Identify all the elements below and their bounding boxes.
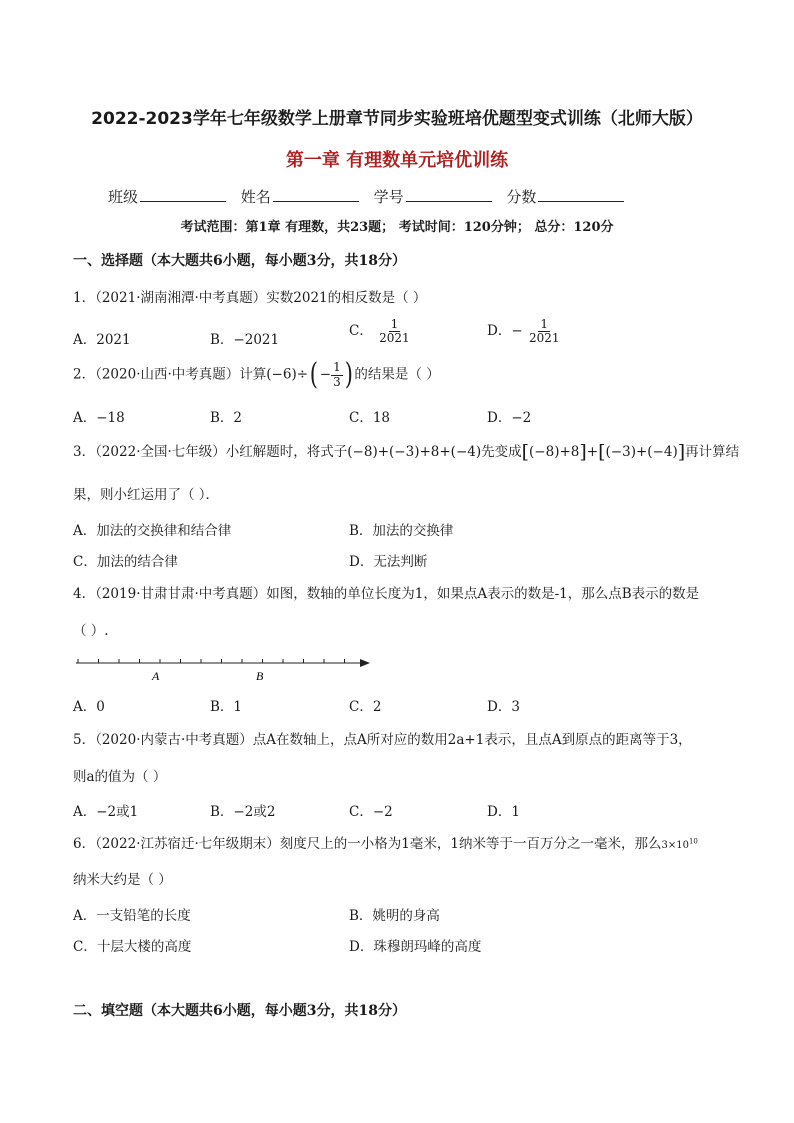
right-bracket-icon: ] xyxy=(579,441,587,463)
question-5-option-c: C．−2 xyxy=(349,804,393,820)
left-bracket-icon: [ xyxy=(521,441,530,463)
question-1-stem: 1．（2021·湖南湘潭·中考真题）实数2021的相反数是（ ） xyxy=(73,290,427,306)
question-5-line-1: 5．（2020·内蒙古·中考真题）点A在数轴上，点A所对应的数用2a+1表示，且点A到原点的距离等于3， xyxy=(73,732,692,748)
question-6-option-a: A．一支铅笔的长度 xyxy=(73,908,191,924)
fraction xyxy=(527,318,562,345)
option-c-label: C． xyxy=(349,323,373,340)
question-4-option-d: D．3 xyxy=(487,699,520,715)
question-6-line-2: 纳米大约是（ ） xyxy=(73,872,172,888)
question-2-suffix: 的结果是（ ） xyxy=(354,366,440,383)
field-id-label: 学号 xyxy=(373,188,404,206)
question-3-line-2: 果，则小红运用了（ ）． xyxy=(73,487,220,503)
number-line-ticks xyxy=(78,659,345,663)
field-name-blank xyxy=(273,187,359,202)
fraction xyxy=(377,318,412,345)
minus-sign: − xyxy=(319,366,332,383)
question-3-expression: (−8)+(−3)+8+(−4) xyxy=(347,444,482,460)
option-d-label: D．− xyxy=(487,323,523,340)
question-2-option-d: D．−2 xyxy=(487,410,532,426)
question-6-option-b: B．姚明的身高 xyxy=(349,908,440,924)
section-heading-fill-in: 二、填空题（本大题共6小题，每小题3分，共18分） xyxy=(73,1003,406,1019)
question-3-option-d: D．无法判断 xyxy=(349,554,428,570)
point-a-label: A xyxy=(152,669,160,683)
field-score-label: 分数 xyxy=(506,188,537,206)
question-6-line-1 xyxy=(73,832,698,852)
fraction-numerator: 1 xyxy=(540,317,549,331)
exam-scope: 考试范围：第1章 有理数，共23题； 考试时间：120分钟； 总分：120分 xyxy=(180,220,614,235)
question-2-option-b: B．2 xyxy=(210,410,243,426)
fraction-numerator: 1 xyxy=(333,360,341,375)
sci-exponent: 10 xyxy=(688,837,698,846)
fraction xyxy=(331,361,343,388)
question-3-group-1: (−8)+8 xyxy=(529,444,580,460)
fraction-denominator: 2021 xyxy=(528,331,560,346)
point-b-label: B xyxy=(256,669,264,683)
page-title: 2022-2023学年七年级数学上册章节同步实验班培优题型变式训练（北师大版） xyxy=(91,109,703,129)
question-3-stem xyxy=(73,440,739,462)
left-paren-icon: ( xyxy=(309,357,318,392)
section-heading-choice: 一、选择题（本大题共6小题，每小题3分，共18分） xyxy=(73,253,406,269)
field-name-label: 姓名 xyxy=(240,188,271,206)
right-paren-icon: ) xyxy=(344,357,353,392)
question-5-option-d: D．1 xyxy=(487,804,520,820)
question-3-suffix: 再计算结 xyxy=(685,444,740,460)
plus-sign: + xyxy=(586,444,599,460)
question-4-option-b: B．1 xyxy=(210,699,243,715)
question-3-middle: 先变成 xyxy=(481,444,522,460)
sci-base: 3×10 xyxy=(661,840,689,851)
arrow-right-icon xyxy=(360,659,370,667)
question-3-option-c: C．加法的结合律 xyxy=(73,554,178,570)
question-3-option-a: A．加法的交换律和结合律 xyxy=(73,523,232,539)
question-3-group-2: (−3)+(−4) xyxy=(605,444,678,460)
field-class-blank xyxy=(140,187,226,202)
chapter-subtitle: 第一章 有理数单元培优训练 xyxy=(285,150,509,171)
question-5-option-a: A．−2或1 xyxy=(73,804,139,820)
question-4-option-c: C．2 xyxy=(349,699,382,715)
fraction-denominator: 2021 xyxy=(379,331,410,346)
question-2-option-a: A．−18 xyxy=(73,410,125,426)
left-bracket-icon: [ xyxy=(598,441,606,463)
question-6-option-d: D．珠穆朗玛峰的高度 xyxy=(349,939,482,955)
question-3-prefix: 3．（2022·全国·七年级）小红解题时，将式子 xyxy=(73,444,348,460)
fraction-denominator: 3 xyxy=(333,374,341,389)
number-line-figure xyxy=(70,650,380,690)
question-3-option-b: B．加法的交换律 xyxy=(349,523,454,539)
question-1-option-b: B．−2021 xyxy=(210,332,280,348)
field-class-label: 班级 xyxy=(108,188,139,206)
question-2-prefix: 2．（2020·山西·中考真题）计算 xyxy=(73,366,267,383)
question-2-stem xyxy=(73,357,440,392)
question-6-text: 6．（2022·江苏宿迁·七年级期末）刻度尺上的一小格为1毫米，1纳米等于一百万分之一毫米，那么 xyxy=(73,836,662,852)
question-6-option-c: C．十层大楼的高度 xyxy=(73,939,192,955)
field-score-blank xyxy=(538,187,624,202)
question-1-option-c xyxy=(349,318,412,345)
question-2-expression: (−6)÷ xyxy=(266,366,309,383)
field-id-blank xyxy=(406,187,492,202)
question-2-option-c: C．18 xyxy=(349,410,391,426)
question-5-option-b: B．−2或2 xyxy=(210,804,276,820)
right-bracket-icon: ] xyxy=(677,441,686,463)
question-4-line-1: 4．（2019·甘肃甘肃·中考真题）如图，数轴的单位长度为1，如果点A表示的数是-1，那么点B表示的数是 xyxy=(73,586,700,602)
question-5-line-2: 则a的值为（ ） xyxy=(73,769,167,785)
question-1-option-a: A．2021 xyxy=(73,332,131,348)
student-info-row xyxy=(108,186,634,207)
question-4-option-a: A．0 xyxy=(73,699,105,715)
question-1-option-d xyxy=(487,318,561,345)
scientific-notation xyxy=(661,837,698,851)
question-4-line-2: （ ）. xyxy=(73,623,109,639)
fraction-numerator: 1 xyxy=(390,317,399,331)
